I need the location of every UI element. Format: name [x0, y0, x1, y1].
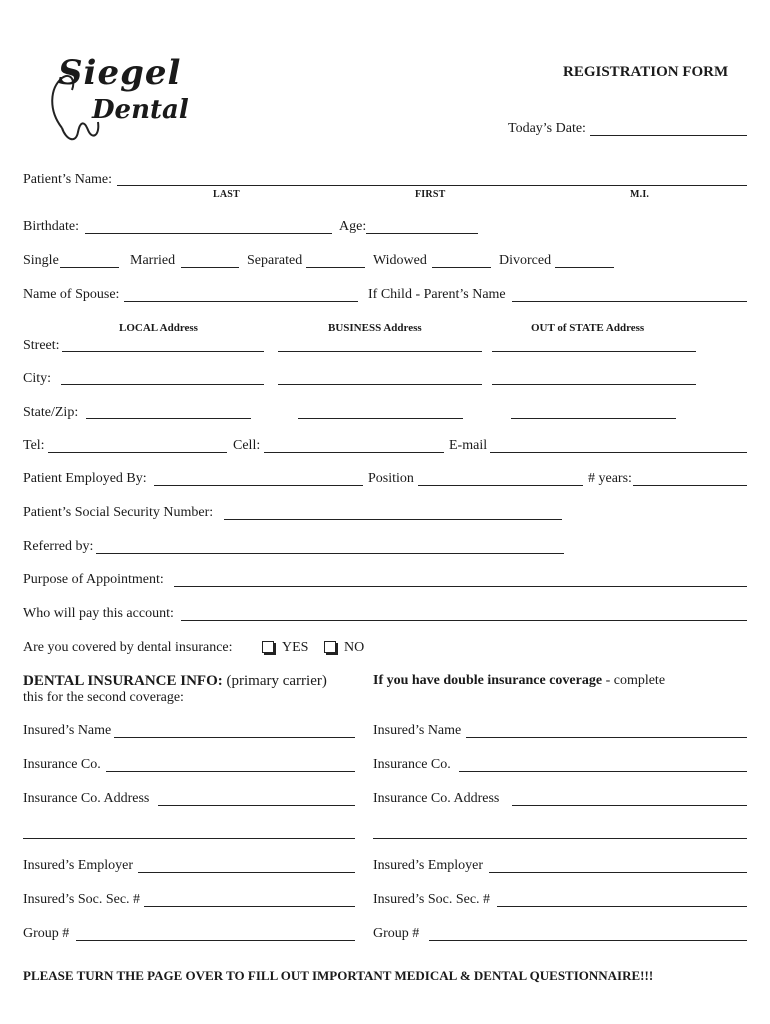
cell-label: Cell: — [233, 438, 261, 453]
secondary-insured-employer-field[interactable] — [489, 872, 747, 873]
primary-insured-employer-field[interactable] — [138, 872, 355, 873]
todays-date-label: Today’s Date: — [508, 121, 586, 136]
secondary-insurance-address-line2[interactable] — [373, 838, 747, 839]
marital-separated-label: Separated — [247, 253, 303, 268]
primary-insured-name-field[interactable] — [114, 737, 355, 738]
patient-name-label: Patient’s Name: — [23, 172, 113, 187]
street-label: Street: — [23, 338, 60, 353]
secondary-insurance-address-field[interactable] — [512, 805, 747, 806]
spouse-field[interactable] — [124, 301, 358, 302]
primary-group-field[interactable] — [76, 940, 355, 941]
name-mi-caption: M.I. — [630, 189, 650, 200]
primary-insurance-address-line2[interactable] — [23, 838, 355, 839]
primary-insurance-address-field[interactable] — [158, 805, 355, 806]
no-label: NO — [344, 640, 365, 655]
purpose-field[interactable] — [174, 586, 747, 587]
marital-married-field[interactable] — [181, 267, 239, 268]
secondary-heading-text: If you have double insurance coverage — [373, 673, 603, 688]
parent-field[interactable] — [512, 301, 747, 302]
street-outofstate-field[interactable] — [492, 351, 696, 352]
form-title: REGISTRATION FORM — [563, 64, 729, 80]
city-local-field[interactable] — [61, 384, 264, 385]
marital-widowed-field[interactable] — [432, 267, 491, 268]
street-local-field[interactable] — [62, 351, 264, 352]
name-last-caption: LAST — [213, 189, 240, 200]
email-label: E-mail — [449, 438, 488, 453]
local-address-heading: LOCAL Address — [119, 322, 198, 334]
position-label: Position — [368, 471, 414, 486]
primary-insurance-heading — [23, 673, 327, 689]
city-label: City: — [23, 371, 52, 386]
statezip-business-field[interactable] — [298, 418, 463, 419]
out-of-state-address-heading: OUT of STATE Address — [531, 322, 645, 334]
tel-field[interactable] — [48, 452, 227, 453]
ssn-field[interactable] — [224, 519, 562, 520]
todays-date-field[interactable] — [590, 135, 747, 136]
primary-insurance-co-field[interactable] — [106, 771, 355, 772]
siegel-dental-logo — [40, 40, 190, 150]
yes-label: YES — [282, 640, 309, 655]
insurance-question: Are you covered by dental insurance: — [23, 640, 233, 655]
email-field[interactable] — [490, 452, 747, 453]
city-business-field[interactable] — [278, 384, 482, 385]
who-pays-field[interactable] — [181, 620, 747, 621]
yes-checkbox[interactable] — [262, 641, 274, 653]
secondary-note: - complete — [605, 673, 666, 688]
name-first-caption: FIRST — [415, 189, 446, 200]
primary-insurance-address-label: Insurance Co. Address — [23, 791, 150, 806]
age-field[interactable] — [366, 233, 478, 234]
primary-insured-ssn-label: Insured’s Soc. Sec. # — [23, 892, 141, 907]
age-label: Age: — [339, 219, 367, 234]
marital-single-field[interactable] — [60, 267, 119, 268]
statezip-outofstate-field[interactable] — [511, 418, 676, 419]
cell-field[interactable] — [264, 452, 444, 453]
patient-name-field[interactable] — [117, 185, 747, 186]
svg-text:Siegel: Siegel — [58, 53, 182, 93]
svg-text:Dental: Dental — [92, 95, 189, 125]
primary-insured-employer-label: Insured’s Employer — [23, 858, 134, 873]
primary-heading-text: DENTAL INSURANCE INFO: — [23, 673, 223, 689]
secondary-insured-ssn-label: Insured’s Soc. Sec. # — [373, 892, 491, 907]
statezip-label: State/Zip: — [23, 405, 79, 420]
secondary-insured-employer-label: Insured’s Employer — [373, 858, 484, 873]
years-field[interactable] — [633, 485, 747, 486]
marital-widowed-label: Widowed — [373, 253, 427, 268]
position-field[interactable] — [418, 485, 583, 486]
referred-by-field[interactable] — [96, 553, 564, 554]
marital-divorced-label: Divorced — [499, 253, 552, 268]
marital-separated-field[interactable] — [306, 267, 365, 268]
statezip-local-field[interactable] — [86, 418, 251, 419]
secondary-group-field[interactable] — [429, 940, 747, 941]
birthdate-label: Birthdate: — [23, 219, 79, 234]
secondary-insured-name-label: Insured’s Name — [373, 723, 462, 738]
marital-married-label: Married — [130, 253, 176, 268]
employed-by-label: Patient Employed By: — [23, 471, 147, 486]
secondary-insurance-co-label: Insurance Co. — [373, 757, 451, 772]
referred-by-label: Referred by: — [23, 539, 94, 554]
employed-by-field[interactable] — [154, 485, 363, 486]
primary-insured-name-label: Insured’s Name — [23, 723, 112, 738]
footer-notice: PLEASE TURN THE PAGE OVER TO FILL OUT IMPORTANT MEDICAL & DENTAL QUESTIONNAIRE!!! — [23, 968, 654, 983]
city-outofstate-field[interactable] — [492, 384, 696, 385]
secondary-insurance-co-field[interactable] — [459, 771, 747, 772]
primary-insurance-co-label: Insurance Co. — [23, 757, 101, 772]
birthdate-field[interactable] — [85, 233, 332, 234]
who-pays-label: Who will pay this account: — [23, 606, 174, 621]
parent-label: If Child - Parent’s Name — [368, 287, 506, 302]
secondary-group-label: Group # — [373, 926, 420, 941]
secondary-insurance-address-label: Insurance Co. Address — [373, 791, 500, 806]
purpose-label: Purpose of Appointment: — [23, 572, 164, 587]
primary-group-label: Group # — [23, 926, 70, 941]
primary-note: (primary carrier) — [226, 673, 327, 689]
marital-single-label: Single — [23, 253, 59, 268]
secondary-insurance-heading — [373, 673, 665, 689]
primary-insured-ssn-field[interactable] — [144, 906, 355, 907]
no-checkbox[interactable] — [324, 641, 336, 653]
secondary-note-continued: this for the second coverage: — [23, 690, 184, 705]
street-business-field[interactable] — [278, 351, 482, 352]
spouse-label: Name of Spouse: — [23, 287, 120, 302]
business-address-heading: BUSINESS Address — [328, 322, 422, 334]
ssn-label: Patient’s Social Security Number: — [23, 505, 214, 520]
secondary-insured-name-field[interactable] — [466, 737, 747, 738]
years-label: # years: — [588, 471, 632, 486]
tel-label: Tel: — [23, 438, 45, 453]
marital-divorced-field[interactable] — [555, 267, 614, 268]
secondary-insured-ssn-field[interactable] — [497, 906, 747, 907]
